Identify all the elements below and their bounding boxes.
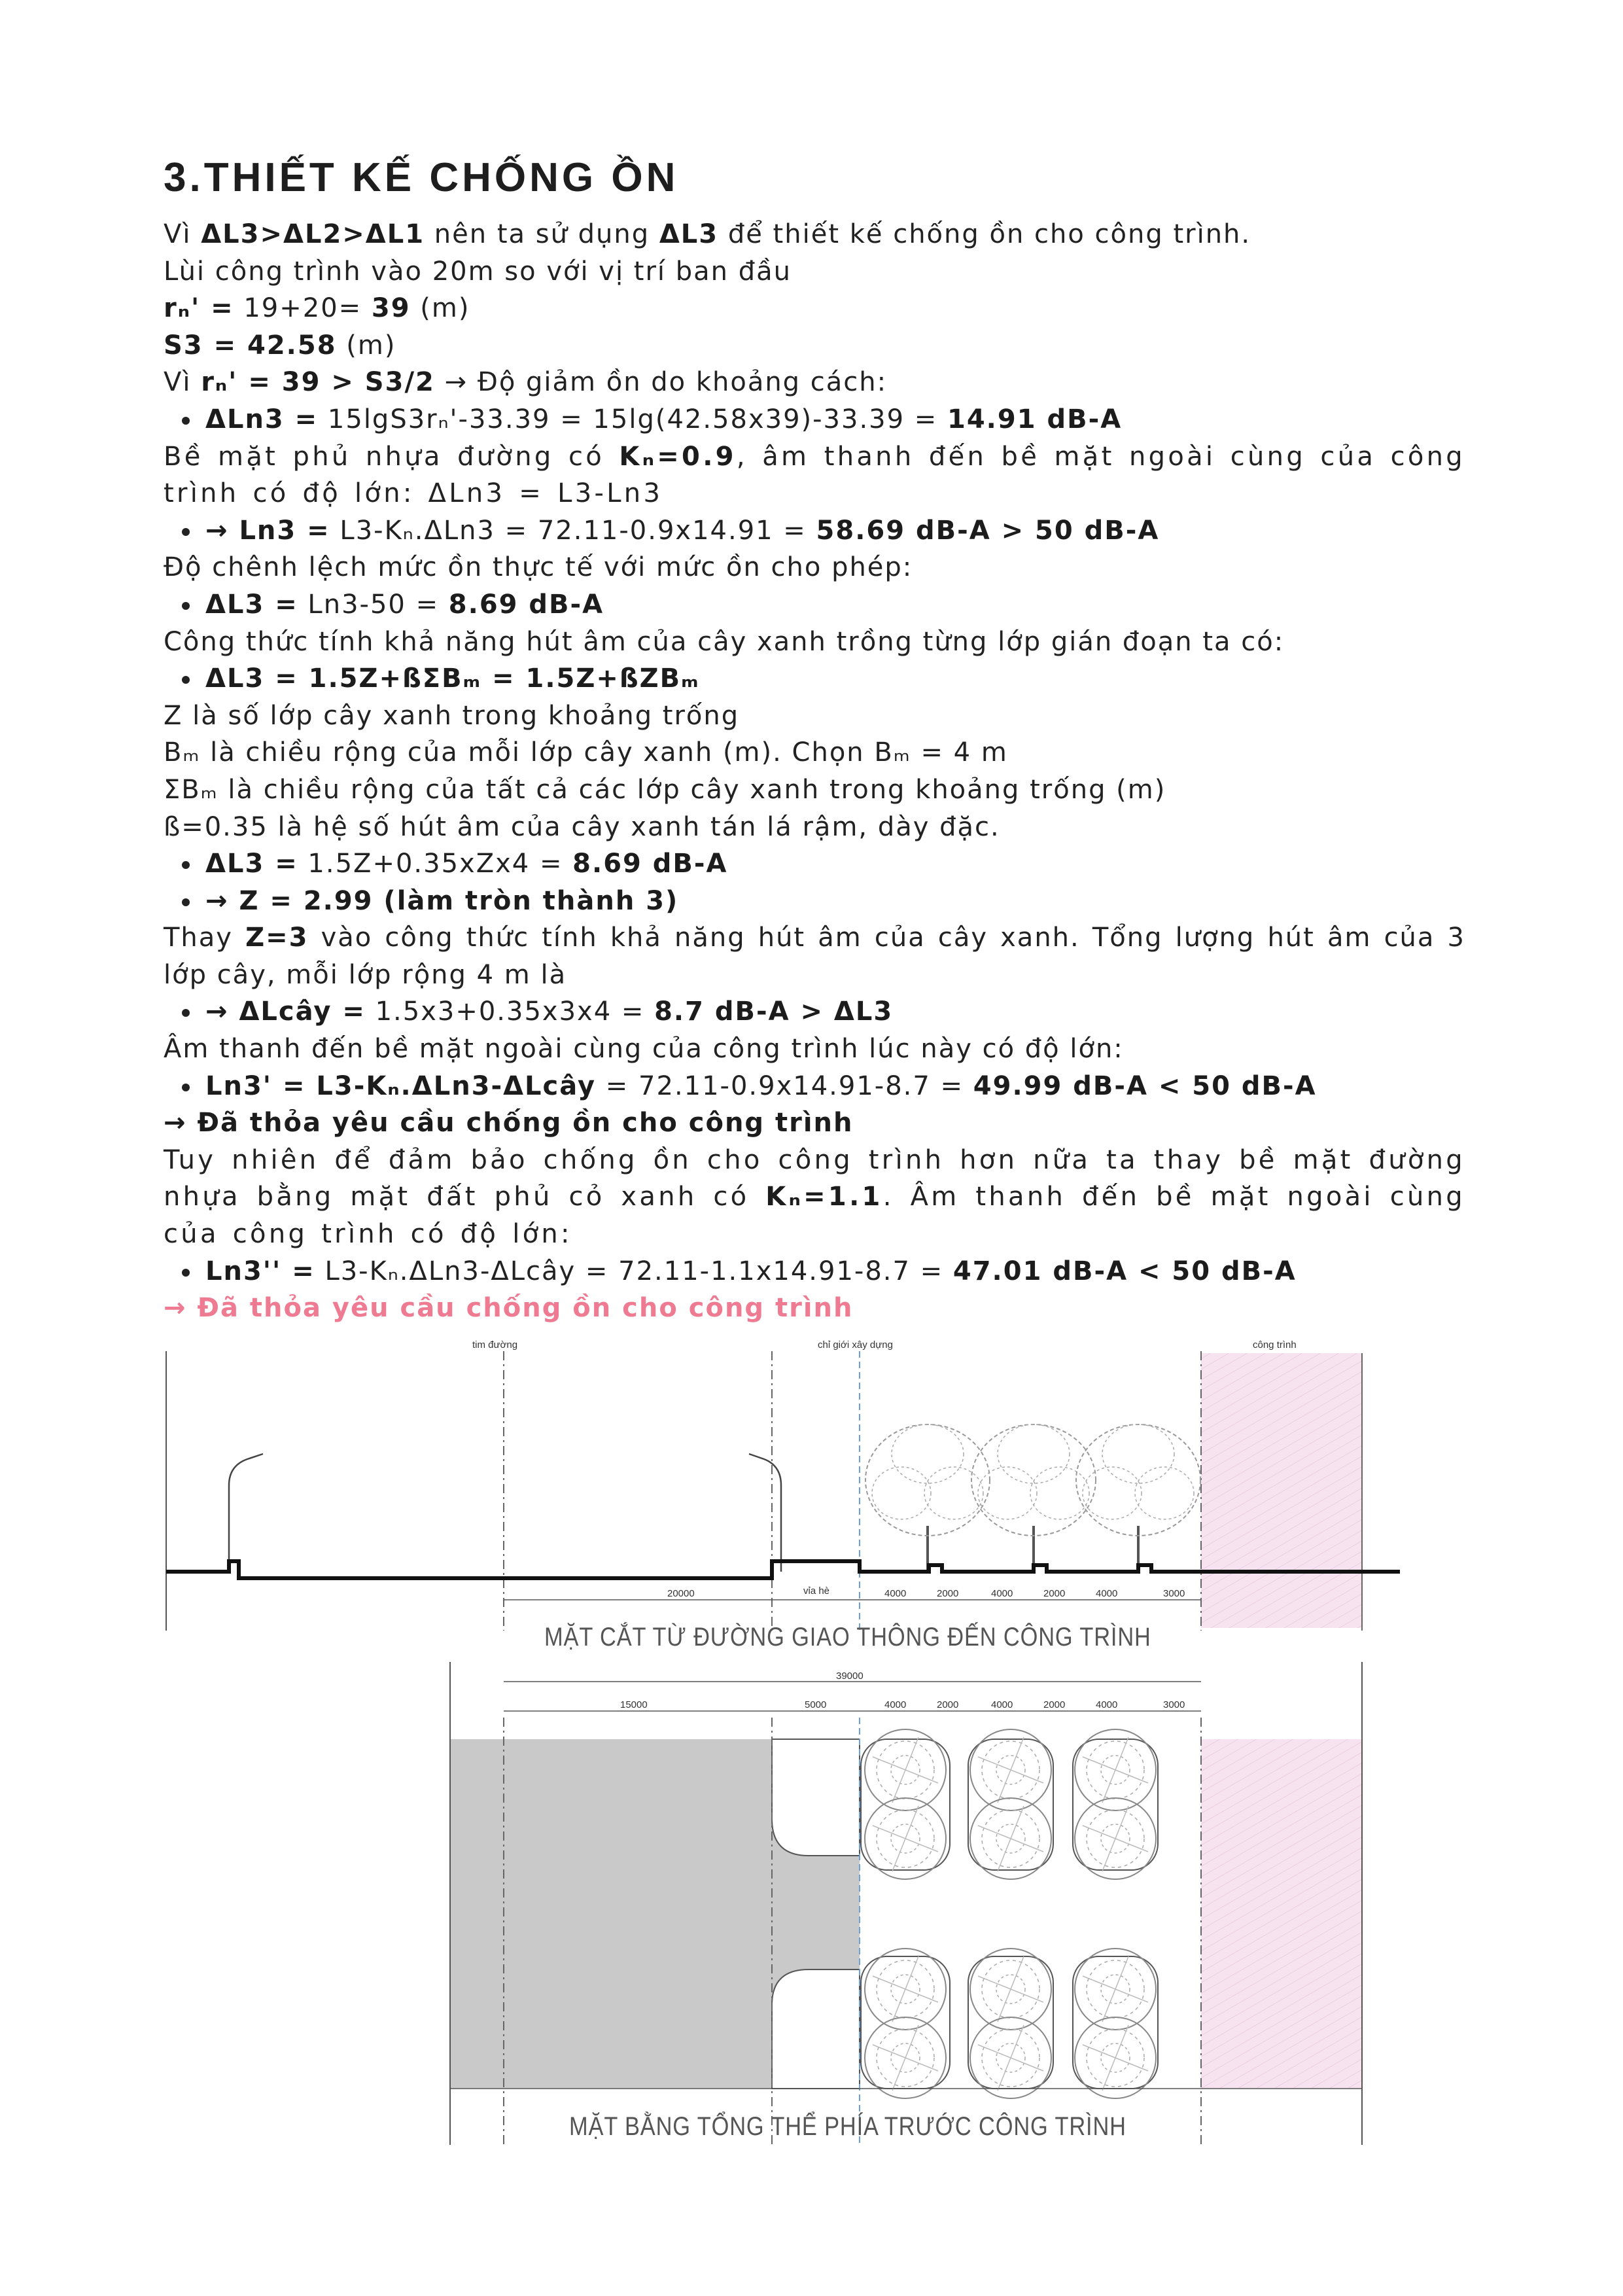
label-building-line: chỉ giới xây dựng [818, 1339, 893, 1351]
dim-label: 2000 [1043, 1699, 1066, 1710]
para-justified: Tuy nhiên để đảm bảo chống ồn cho công trình hơn nữa ta thay bề mặt đường nhựa bằng mặt đất phủ cỏ xanh có Kₙ=1.1. Âm thanh đến bề mặt ngoài cùng của công trình có độ lớn: [164, 1144, 1465, 1250]
dim-label: 2000 [937, 1588, 959, 1599]
tree-icon [865, 1424, 990, 1572]
caption-plan: MẶT BẰNG TỔNG THỂ PHÍA TRƯỚC CÔNG TRÌNH [569, 2112, 1126, 2141]
dim-label: 3000 [1163, 1699, 1185, 1710]
conclusion-line: → Đã thỏa yêu cầu chống ồn cho công trình [164, 1108, 854, 1139]
bullet-item: ΔLn3 = 15lgS3rₙ'-33.39 = 15lg(42.58x39)-33.39 = 14.91 dB-A [164, 401, 1465, 438]
para-line: Bₘ là chiều rộng của mỗi lớp cây xanh (m). Chọn Bₘ = 4 m [164, 737, 1008, 768]
dim-label: 20000 [667, 1588, 695, 1599]
dim-label: 4000 [884, 1588, 907, 1599]
dim-label: 4000 [991, 1699, 1013, 1710]
label-building: công trình [1253, 1339, 1297, 1351]
bullet-item: ΔL3 = 1.5Z+ßΣBₘ = 1.5Z+ßZBₘ [164, 660, 1465, 698]
dim-label: 5000 [805, 1699, 827, 1710]
dim-label: 2000 [1043, 1588, 1066, 1599]
para-line: ß=0.35 là hệ số hút âm của cây xanh tán lá rậm, dày đặc. [164, 811, 1000, 842]
label-sidewalk: vỉa hè [803, 1585, 830, 1597]
dim-label: 4000 [991, 1588, 1013, 1599]
para-line: Lùi công trình vào 20m so với vị trí ban đầu [164, 256, 792, 287]
para-line: Z là số lớp cây xanh trong khoảng trống [164, 700, 740, 731]
para-line: Công thức tính khả năng hút âm của cây xanh trồng từng lớp gián đoạn ta có: [164, 626, 1285, 657]
dim-label: 4000 [1096, 1699, 1118, 1710]
street-lamp-icon [749, 1454, 781, 1572]
para-line: ΣBₘ là chiều rộng của tất cả các lớp cây xanh trong khoảng trống (m) [164, 774, 1166, 805]
para-justified: Bề mặt phủ nhựa đường có Kₙ=0.9, âm thanh đến bề mặt ngoài cùng của công trình có độ lớn: ΔLn3 = L3-Ln3 [164, 441, 1465, 509]
para-line: S3 = 42.58 (m) [164, 330, 396, 361]
tree-icon [971, 1424, 1096, 1572]
bullet-item: ΔL3 = 1.5Z+0.35xZx4 = 8.69 dB-A [164, 845, 1465, 883]
dim-label: 3000 [1163, 1588, 1185, 1599]
bullet-item: → Ln3 = L3-Kₙ.ΔLn3 = 72.11-0.9x14.91 = 58.69 dB-A > 50 dB-A [164, 512, 1465, 550]
para-line: Độ chênh lệch mức ồn thực tế với mức ồn cho phép: [164, 552, 913, 583]
dim-label: 2000 [937, 1699, 959, 1710]
para-line: Âm thanh đến bề mặt ngoài cùng của công trình lúc này có độ lớn: [164, 1034, 1124, 1065]
label-road-center: tim đường [472, 1339, 518, 1351]
dim-total: 39000 [836, 1670, 864, 1682]
tree-icon [1076, 1424, 1200, 1572]
para-line: Vì ΔL3>ΔL2>ΔL1 nên ta sử dụng ΔL3 để thiết kế chống ồn cho công trình. [164, 219, 1251, 249]
caption-section: MẶT CẮT TỪ ĐƯỜNG GIAO THÔNG ĐẾN CÔNG TRÌNH [544, 1623, 1151, 1651]
dim-label: 4000 [1096, 1588, 1118, 1599]
bullet-item: Ln3'' = L3-Kₙ.ΔLn3-ΔLcây = 72.11-1.1x14.91-8.7 = 47.01 dB-A < 50 dB-A [164, 1253, 1465, 1290]
bullet-item: Ln3' = L3-Kₙ.ΔLn3-ΔLcây = 72.11-0.9x14.91-8.7 = 49.99 dB-A < 50 dB-A [164, 1068, 1465, 1105]
para-line: rₙ' = 19+20= 39 (m) [164, 293, 470, 324]
para-line: Vì rₙ' = 39 > S3/2 → Độ giảm ồn do khoảng cách: [164, 367, 888, 398]
dim-label: 15000 [620, 1699, 648, 1710]
para-justified: Thay Z=3 vào công thức tính khả năng hút âm của cây xanh. Tổng lượng hút âm của 3 lớp cây, mỗi lớp rộng 4 m là [164, 923, 1465, 990]
conclusion-highlight: → Đã thỏa yêu cầu chống ồn cho công trình [164, 1293, 854, 1324]
bullet-item: → Z = 2.99 (làm tròn thành 3) [164, 883, 1465, 920]
bullet-item: ΔL3 = Ln3-50 = 8.69 dB-A [164, 586, 1465, 624]
street-lamp-icon [229, 1454, 263, 1572]
section-title: 3.THIẾT KẾ CHỐNG ỒN [164, 155, 679, 200]
dim-label: 4000 [884, 1699, 907, 1710]
bullet-item: → ΔLcây = 1.5x3+0.35x3x4 = 8.7 dB-A > ΔL3 [164, 993, 1465, 1031]
